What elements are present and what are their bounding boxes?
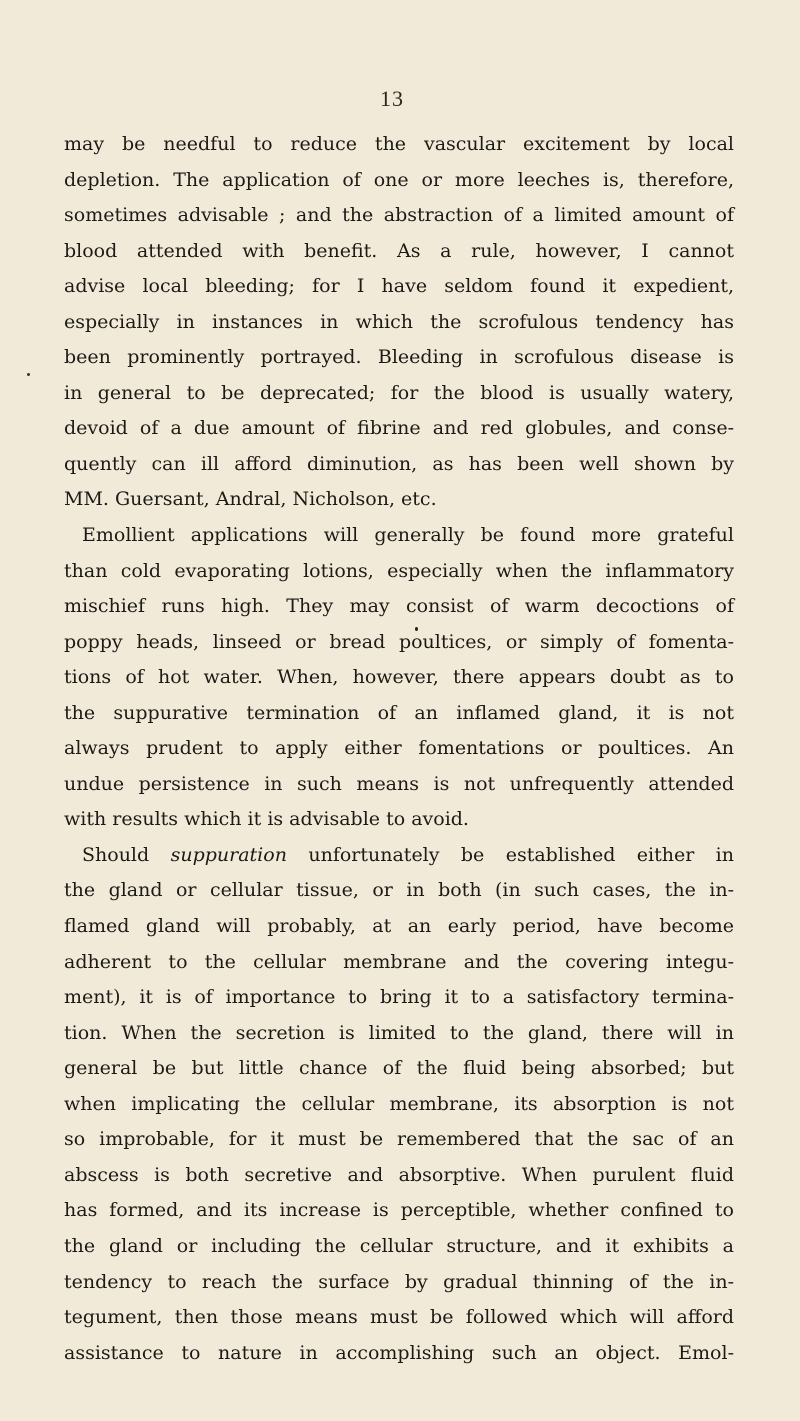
text-line: sometimes advisable ; and the abstraction of a limited amount of xyxy=(64,204,734,227)
text-line xyxy=(64,838,734,874)
text-line: depletion. The application of one or more leeches is, therefore, xyxy=(64,168,734,191)
text-line: may be needful to reduce the vascular excitement by local xyxy=(64,133,734,155)
text-line: undue persistence in such means is not unfrequently attended xyxy=(64,772,734,795)
text-line: has formed, and its increase is perceptible, whether confined to xyxy=(64,1199,734,1222)
text-line: mischief runs high. They may consist of warm decoctions of xyxy=(64,595,734,618)
text-line: devoid of a due amount of fibrine and red globules, and conse- xyxy=(64,417,734,440)
text-line: so improbable, for it must be remembered that the sac of an xyxy=(64,1128,734,1151)
body-text xyxy=(64,127,734,1371)
margin-mark xyxy=(27,373,30,376)
text-run: unfortunately be established either in xyxy=(308,843,734,866)
text-line: Emollient applications will generally be found more grateful xyxy=(82,524,734,547)
text-line: adherent to the cellular membrane and the covering integu- xyxy=(64,950,734,973)
text-line: poppy heads, linseed or bread poultices, or simply of fomenta- xyxy=(64,630,734,653)
text-line: quently can ill afford diminution, as has been well shown by xyxy=(64,452,734,475)
emphasis-suppuration: suppuration xyxy=(170,843,287,866)
text-line: ment), it is of importance to bring it to a satisfactory termina- xyxy=(64,986,734,1009)
page-number: 13 xyxy=(380,86,404,111)
text-line: than cold evaporating lotions, especially when the inflammatory xyxy=(64,559,734,582)
text-line: general be but little chance of the fluid being absorbed; but xyxy=(64,1057,734,1080)
text-line: with results which it is advisable to avoid. xyxy=(64,808,469,831)
text-line: advise local bleeding; for I have seldom found it expedient, xyxy=(64,275,734,298)
text-line: the gland or including the cellular structure, and it exhibits a xyxy=(64,1234,734,1257)
text-line: in general to be deprecated; for the blood is usually watery, xyxy=(64,381,734,404)
text-line: especially in instances in which the scrofulous tendency has xyxy=(64,310,734,333)
text-run: Should xyxy=(82,843,150,866)
text-line: tendency to reach the surface by gradual thinning of the in- xyxy=(64,1270,734,1293)
text-line: abscess is both secretive and absorptive. When purulent fluid xyxy=(64,1163,734,1186)
text-line: tegument, then those means must be followed which will afford xyxy=(64,1306,734,1329)
text-line: the gland or cellular tissue, or in both (in such cases, the in- xyxy=(64,879,734,902)
paragraph-2 xyxy=(64,518,734,838)
paragraph-3 xyxy=(64,838,734,1371)
text-line: the suppurative termination of an inflamed gland, it is not xyxy=(64,701,734,724)
text-line: when implicating the cellular membrane, its absorption is not xyxy=(64,1092,734,1115)
text-line: assistance to nature in accomplishing such an object. Emol- xyxy=(64,1341,734,1364)
text-line: blood attended with benefit. As a rule, however, I cannot xyxy=(64,239,734,262)
text-line: been prominently portrayed. Bleeding in scrofulous disease is xyxy=(64,346,734,369)
text-line: always prudent to apply either fomentations or poultices. An xyxy=(64,737,734,760)
text-line: flamed gland will probably, at an early period, have become xyxy=(64,915,734,938)
text-line: tion. When the secretion is limited to the gland, there will in xyxy=(64,1021,734,1044)
text-line: tions of hot water. When, however, there appears doubt as to xyxy=(64,666,734,689)
paragraph-1 xyxy=(64,127,734,518)
text-line: MM. Guersant, Andral, Nicholson, etc. xyxy=(64,488,437,511)
